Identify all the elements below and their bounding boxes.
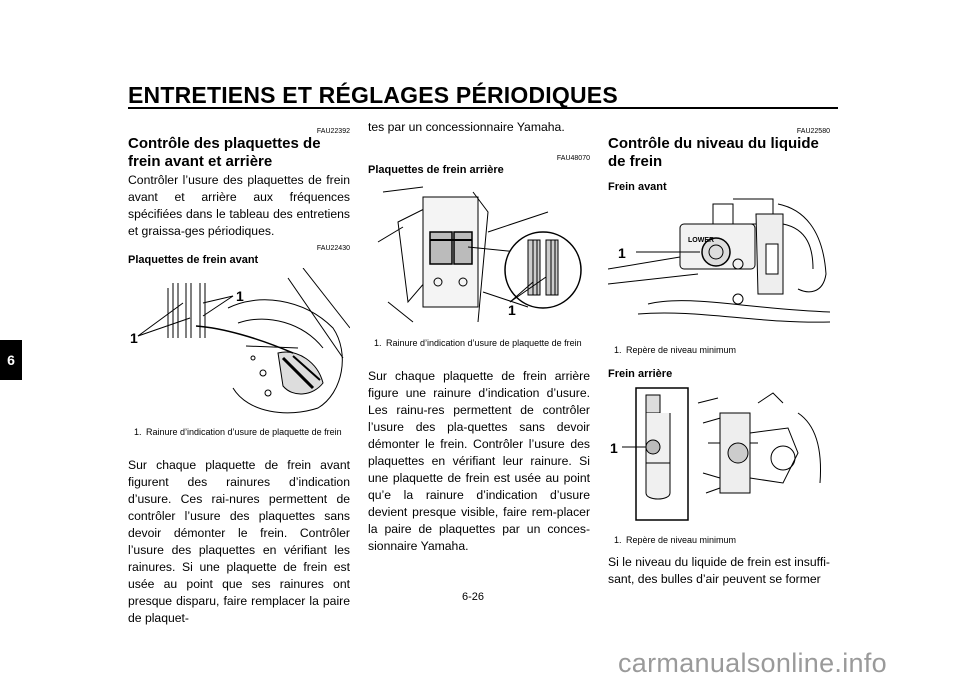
- subtitle-rear-brake: Frein arrière: [608, 368, 673, 380]
- header-rule: [128, 107, 838, 109]
- reference-code: FAU48070: [556, 155, 590, 162]
- caption-text: Repère de niveau minimum: [626, 535, 737, 545]
- page-header-title: ENTRETIENS ET RÉGLAGES PÉRIODIQUES: [128, 82, 618, 108]
- caption-text: Rainure d’indication d’usure de plaquette de frein: [146, 427, 342, 437]
- figure-callout-1: 1: [610, 440, 618, 456]
- pads-intro-paragraph: Contrôler l’usure des plaquettes de frein avant et arrière aux fréquences spécifiées dans le tableau des entretiens et graissa-ges périodiques.: [128, 173, 350, 238]
- figure-callout-1: 1: [618, 245, 626, 261]
- fluid-paragraph: Si le niveau du liquide de frein est insuffi-sant, des bulles d’air peuvent se former: [608, 555, 830, 586]
- front-reservoir-caption: [614, 345, 830, 356]
- figure-callout-1: 1: [236, 288, 244, 304]
- reference-code: FAU22430: [316, 245, 350, 252]
- reference-code: FAU22580: [796, 128, 830, 135]
- subtitle-rear-pads: Plaquettes de frein arrière: [368, 164, 504, 176]
- continued-text: tes par un concessionnaire Yamaha.: [368, 120, 565, 134]
- figure-callout-1: 1: [130, 330, 138, 346]
- front-brake-pad-illustration: [128, 268, 350, 418]
- section-title-fluid: Contrôle du niveau du liquide de frein: [608, 135, 819, 170]
- caption-number: 1.: [614, 345, 622, 355]
- section-title-pads: Contrôle des plaquettes de frein avant et arrière: [128, 135, 321, 170]
- front-pads-paragraph: Sur chaque plaquette de frein avant figurent des rainures d’indication d’usure. Ces rai-nures permettent de contrôler l’usure des plaquettes sans devoir démonter le frein. Contrôler l’usure des plaquettes en vérifiant les rainures. Si une plaquette de frein est usée au point que ses rainures ont presque disparu, faire remplacer la paire de plaquet-: [128, 458, 350, 625]
- reference-code: FAU22392: [316, 128, 350, 135]
- figure-callout-1: 1: [508, 302, 516, 318]
- caption-number: 1.: [374, 338, 382, 348]
- caption-text: Rainure d’indication d’usure de plaquette de frein: [386, 338, 582, 348]
- rear-reservoir-illustration: [608, 383, 830, 525]
- chapter-tab: 6: [0, 340, 22, 380]
- watermark: carmanualsonline.info: [618, 648, 887, 678]
- rear-pads-caption: [374, 338, 590, 349]
- caption-number: 1.: [614, 535, 622, 545]
- front-pads-caption: [134, 427, 350, 438]
- rear-reservoir-caption: [614, 535, 830, 546]
- subtitle-front-pads: Plaquettes de frein avant: [128, 254, 259, 266]
- caption-number: 1.: [134, 427, 142, 437]
- page-number: 6-26: [462, 591, 485, 603]
- rear-pads-paragraph: Sur chaque plaquette de frein arrière figure une rainure d’indication d’usure. Les rainu-res permettent de contrôler l’usure des pla-quettes sans devoir démonter le frein. Contrôler l’usure des plaquettes en vérifiant leur rainure. Si une plaquette de frein est usée au point qu’e la rainure d’indication d’usure devient presque visible, faire rem-placer la paire de plaquettes par un conces-sionnaire Yamaha.: [368, 369, 590, 553]
- caption-text: Repère de niveau minimum: [626, 345, 737, 355]
- rear-brake-pad-illustration: [368, 182, 590, 330]
- subtitle-front-brake: Frein avant: [608, 181, 667, 193]
- lower-mark-label: LOWER: [688, 237, 715, 244]
- front-reservoir-illustration: [608, 194, 830, 338]
